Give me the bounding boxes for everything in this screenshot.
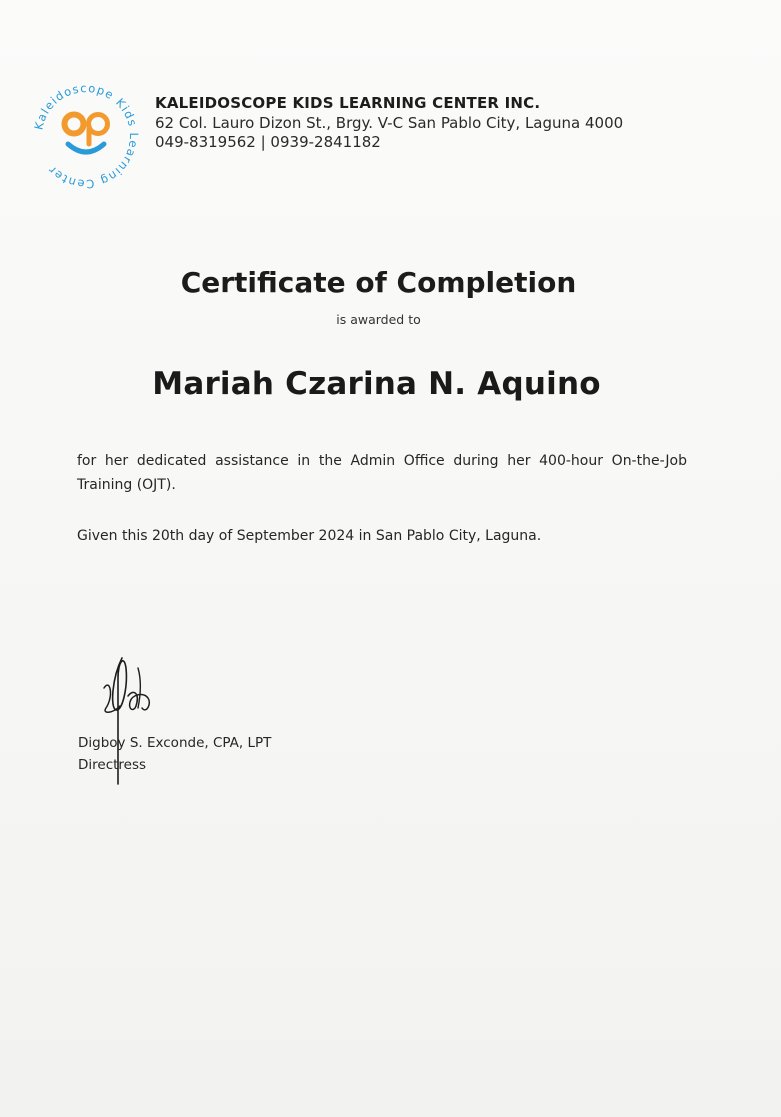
certificate-subtitle: is awarded to bbox=[336, 312, 421, 327]
logo-left-eye bbox=[65, 115, 84, 134]
signatory-position: Directress bbox=[78, 757, 147, 774]
organization-info bbox=[155, 94, 755, 153]
signatory-name: Digboy S. Exconde, CPA, LPT bbox=[78, 735, 272, 751]
organization-logo bbox=[30, 80, 142, 192]
certificate-given-date: Given this 20th day of September 2024 in San Pablo City, Laguna. bbox=[77, 528, 542, 544]
signatory-block bbox=[78, 732, 271, 777]
recipient-name: Mariah Czarina N. Aquino bbox=[152, 366, 601, 402]
logo-ring-text: Kaleidoscope Kids Learning Center bbox=[31, 80, 142, 192]
organization-phone: 049-8319562 | 0939-2841182 bbox=[155, 133, 381, 151]
logo-smile bbox=[68, 144, 104, 152]
organization-name: KALEIDOSCOPE KIDS LEARNING CENTER INC. bbox=[155, 94, 541, 112]
certificate-title: Certificate of Completion bbox=[180, 266, 577, 299]
organization-address: 62 Col. Lauro Dizon St., Brgy. V-C San Pablo City, Laguna 4000 bbox=[155, 113, 624, 132]
certificate-body: for her dedicated assistance in the Admin Office during her 400-hour On-the-Job Training (OJT). bbox=[77, 453, 687, 493]
